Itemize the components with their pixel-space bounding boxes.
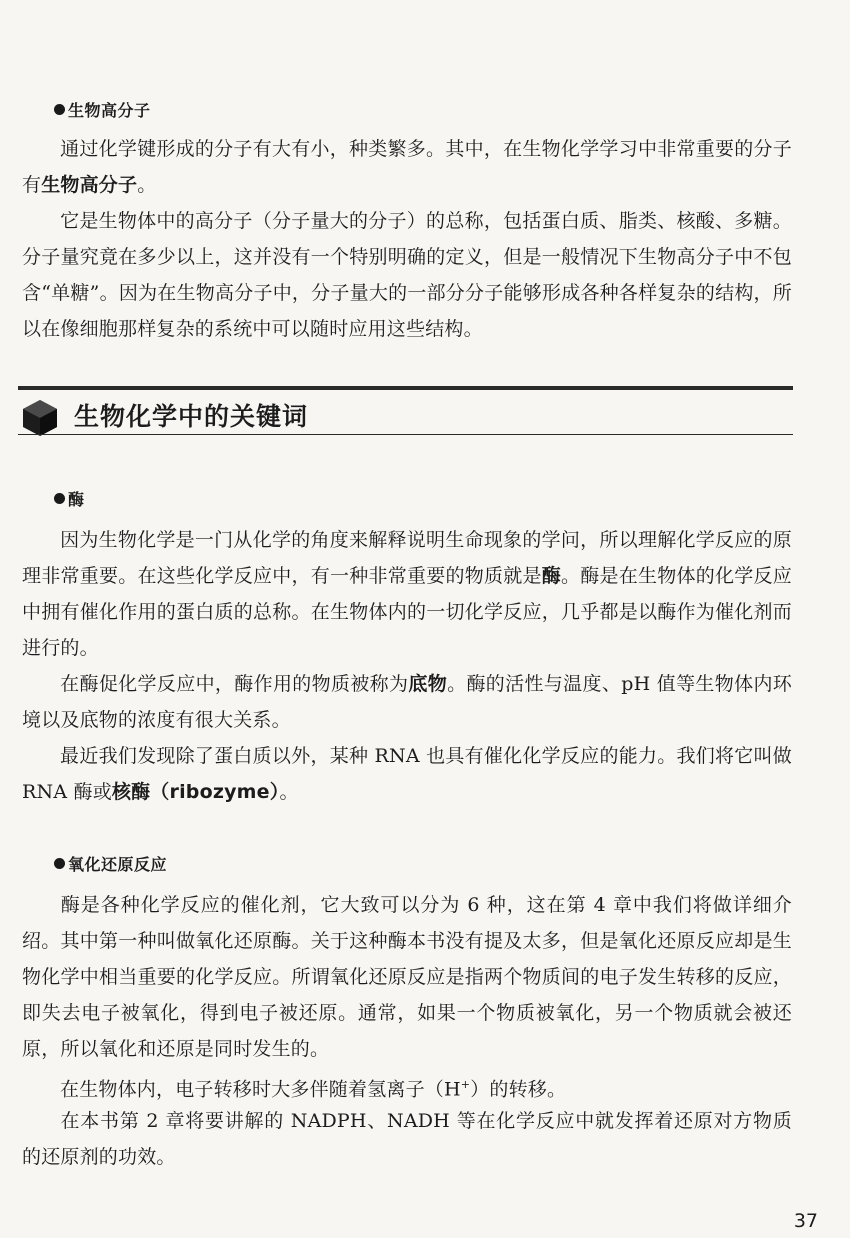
paragraph-enzyme-intro [22,522,792,666]
bold-term-biopolymer: 生物高分子 [41,174,138,196]
para-text: ）的转移。 [470,1078,567,1101]
paragraph-redox-intro [22,887,792,1067]
bold-term-substrate: 底物 [408,673,448,695]
para-text: 在酶促化学反应中，酶作用的物质被称为 [60,673,409,695]
paragraph-hydrogen-ion [22,1067,792,1107]
paragraph-substrate [22,666,792,738]
para-text: 。酶的活性与温度、pH 值等生物体内环境以及底物的浓度有很大关系。 [22,673,793,731]
para-text: 。 [137,174,157,196]
para-text: 它是生物体中的高分子（分子量大的分子）的总称，包括蛋白质、脂类、核酸、多糖。分子量究竟在多少以上，这并没有一个特别明确的定义，但是一般情况下生物高分子中不包含“单糖”。因为在生物高分子中，分子量大的一部分分子能够形成各种各样复杂的结构，所以在像细胞那样复杂的系统中可以随时应用这些结构。 [22,210,792,340]
header-rule-bottom [18,434,793,435]
bullet-icon [54,104,65,115]
para-text: 。 [279,781,299,803]
para-text: 在本书第 2 章将要讲解的 NADPH、NADH 等在化学反应中就发挥着还原对方物质的还原剂的功效。 [22,1110,792,1168]
para-text: 通过化学键形成的分子有大有小，种类繁多。其中，在生物化学学习中非常重要的分子有 [22,138,792,196]
bold-term-ribozyme: 核酶（ribozyme） [111,781,280,803]
section-title: 生物化学中的关键词 [74,402,309,431]
para-text: 在生物体内，电子转移时大多伴随着氢离子（H [60,1078,461,1101]
page-number: 37 [793,1210,818,1232]
subheading-biopolymer [54,98,151,121]
para-text: 因为生物化学是一门从化学的角度来解释说明生命现象的学问，所以理解化学反应的原理非常重要。在这些化学反应中，有一种非常重要的物质就是 [22,529,792,587]
bullet-icon [54,493,65,504]
paragraph-biopolymer-definition [22,203,792,347]
subheading-enzyme [54,487,85,510]
subheading-redox [54,852,167,875]
cube-icon [20,398,60,438]
bold-term-enzyme: 酶 [541,565,562,587]
para-text: 最近我们发现除了蛋白质以外，某种 RNA 也具有催化化学反应的能力。我们将它叫做 RNA 酶或 [22,745,792,803]
para-text: 。酶是在生物体的化学反应中拥有催化作用的蛋白质的总称。在生物体内的一切化学反应，几乎都是以酶作为催化剂而进行的。 [22,565,793,659]
paragraph-nadph [22,1103,792,1175]
para-text: 酶是各种化学反应的催化剂，它大致可以分为 6 种，这在第 4 章中我们将做详细介绍。其中第一种叫做氧化还原酶。关于这种酶本书没有提及太多，但是氧化还原反应却是生物化学中相当重要的化学反应。所谓氧化还原反应是指两个物质间的电子发生转移的反应，即失去电子被氧化，得到电子被还原。通常，如果一个物质被氧化，另一个物质就会被还原，所以氧化和还原是同时发生的。 [22,894,792,1060]
header-rule-top [18,386,793,390]
paragraph-ribozyme [22,738,792,810]
subheading-text: 生物高分子 [68,101,151,120]
paragraph-biopolymer-intro [22,131,792,203]
subheading-text: 酶 [68,490,85,509]
section-header [18,386,793,438]
bullet-icon [54,858,65,869]
superscript-plus: + [460,1078,471,1091]
subheading-text: 氧化还原反应 [68,855,168,874]
